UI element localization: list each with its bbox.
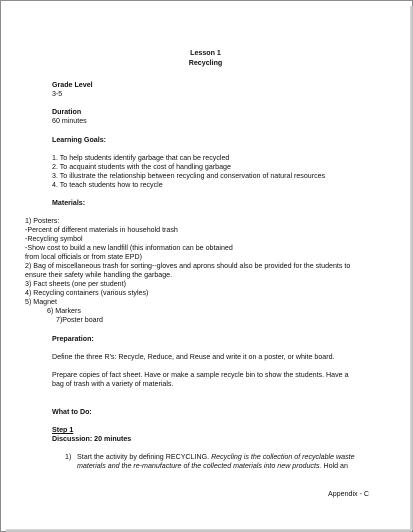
- step-item-text-plain: Hold an: [321, 462, 348, 470]
- grade-value: 3-5: [52, 90, 63, 98]
- learning-goals-heading: Learning Goals:: [52, 136, 106, 144]
- discussion-heading: Discussion: 20 minutes: [52, 435, 132, 443]
- materials-line: 4) Recycling containers (various styles): [25, 289, 149, 297]
- what-to-do-heading: What to Do:: [52, 408, 92, 416]
- step-item-text-italic: materials and the re-manufacture of the collected materials into new products.: [77, 462, 322, 470]
- materials-line: -Recycling symbol: [25, 235, 83, 243]
- learning-goal-item: 2. To acquaint students with the cost of handling garbage: [52, 163, 231, 171]
- step-item-text-plain: Start the activity by defining RECYCLING.: [77, 453, 212, 461]
- materials-line: -Show cost to build a new landfill (this information can be obtained: [25, 244, 233, 252]
- preparation-paragraph: Prepare copies of fact sheet. Have or make a sample recycle bin to show the students. Have a: [52, 371, 349, 379]
- learning-goal-item: 4. To teach students how to recycle: [52, 181, 163, 189]
- step-item-text: [77, 462, 348, 471]
- materials-line: ensure their safety while handling the garbage.: [25, 271, 173, 279]
- duration-heading: Duration: [52, 108, 82, 116]
- materials-line: -Percent of different materials in household trash: [25, 226, 178, 234]
- preparation-paragraph: Define the three R's: Recycle, Reduce, and Reuse and write it on a poster, or white board.: [52, 353, 335, 361]
- materials-line: 6) Markers: [47, 307, 81, 315]
- lesson-subtitle: Recycling: [188, 59, 223, 67]
- duration-value: 60 minutes: [52, 117, 87, 125]
- step-heading: Step 1: [52, 426, 74, 434]
- materials-line: from local officials or from state EPD): [25, 253, 142, 261]
- grade-heading: Grade Level: [52, 81, 93, 89]
- materials-line: 5) Magnet: [25, 298, 57, 306]
- materials-line: 2) Bag of miscellaneous trash for sorting--gloves and aprons should also be provided for the students to: [25, 262, 351, 270]
- document-page: [3, 3, 408, 529]
- materials-heading: Materials:: [52, 199, 86, 207]
- step-item-text: [77, 453, 355, 462]
- lesson-title: Lesson 1: [190, 49, 221, 57]
- learning-goal-item: 3. To illustrate the relationship between recycling and conservation of natural resources: [52, 172, 326, 180]
- materials-line: 3) Fact sheets (one per student): [25, 280, 126, 288]
- step-item-text-italic: Recycling is the collection of recyclable waste: [211, 453, 355, 461]
- materials-line: 1) Posters:: [25, 217, 60, 225]
- step-item-number: 1): [65, 453, 72, 461]
- materials-line: 7)Poster board: [56, 316, 103, 324]
- learning-goal-item: 1. To help students identify garbage that can be recycled: [52, 154, 230, 162]
- preparation-paragraph: bag of trash with a variety of materials.: [52, 380, 174, 388]
- preparation-heading: Preparation:: [52, 335, 94, 343]
- appendix-footer: Appendix - C: [328, 490, 370, 498]
